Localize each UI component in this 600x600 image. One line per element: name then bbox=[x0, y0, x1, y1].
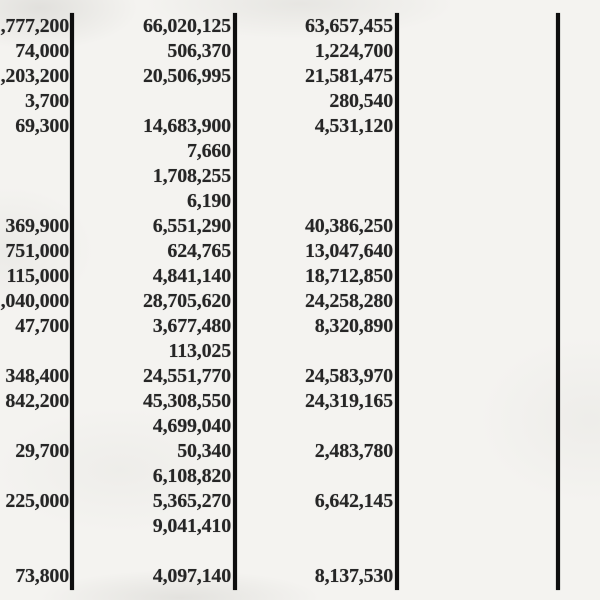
table-row bbox=[0, 189, 600, 214]
amount-cell: 29,700 bbox=[15, 440, 69, 462]
amount-cell: ,777,200 bbox=[0, 15, 69, 37]
amount-cell bbox=[0, 539, 69, 564]
amount-cell: 348,400 bbox=[5, 365, 69, 387]
amount-cell: 4,531,120 bbox=[314, 115, 393, 137]
amount-cell: 115,000 bbox=[6, 265, 69, 287]
amount-cell bbox=[258, 339, 393, 364]
amount-cell bbox=[258, 189, 393, 214]
amount-cell: 369,900 bbox=[5, 215, 69, 237]
table-row bbox=[0, 489, 600, 514]
amount-cell: 3,700 bbox=[24, 90, 69, 112]
amount-cell: 24,258,280 bbox=[304, 290, 393, 312]
amount-cell: 7,660 bbox=[186, 140, 231, 162]
table-row bbox=[0, 164, 600, 189]
amount-cell bbox=[0, 514, 69, 539]
amount-cell: 24,583,970 bbox=[304, 365, 393, 387]
amount-cell: 47,700 bbox=[15, 315, 69, 337]
amount-cell: 74,000 bbox=[15, 40, 69, 62]
amount-cell: 63,657,455 bbox=[304, 15, 393, 37]
amount-cell: 6,190 bbox=[186, 190, 231, 212]
table-row bbox=[0, 564, 600, 589]
table-row bbox=[0, 539, 600, 564]
amount-cell: 842,200 bbox=[5, 390, 69, 412]
amount-cell: 14,683,900 bbox=[142, 115, 231, 137]
amount-cell bbox=[258, 139, 393, 164]
table-row bbox=[0, 464, 600, 489]
table-row bbox=[0, 314, 600, 339]
amount-cell: 280,540 bbox=[329, 90, 393, 112]
amount-cell: 20,506,995 bbox=[142, 65, 231, 87]
amount-cell: 50,340 bbox=[177, 440, 231, 462]
table-row bbox=[0, 89, 600, 114]
table-row bbox=[0, 289, 600, 314]
table-row bbox=[0, 214, 600, 239]
amount-cell: 28,705,620 bbox=[142, 290, 231, 312]
amount-cell bbox=[0, 139, 69, 164]
amount-cell: 8,137,530 bbox=[314, 565, 393, 587]
table-row bbox=[0, 414, 600, 439]
amount-cell: 66,020,125 bbox=[142, 15, 231, 37]
table-row bbox=[0, 39, 600, 64]
table-row bbox=[0, 514, 600, 539]
amount-cell: 3,677,480 bbox=[152, 315, 231, 337]
amount-cell: 45,308,550 bbox=[142, 390, 231, 412]
amount-cell bbox=[258, 514, 393, 539]
table-row bbox=[0, 339, 600, 364]
table-row bbox=[0, 64, 600, 89]
table-row bbox=[0, 364, 600, 389]
amount-cell bbox=[100, 539, 231, 564]
amount-cell: 21,581,475 bbox=[304, 65, 393, 87]
amount-cell: 1,224,700 bbox=[314, 40, 393, 62]
amount-cell: 13,047,640 bbox=[304, 240, 393, 262]
amount-cell: 24,551,770 bbox=[142, 365, 231, 387]
amount-cell: 4,097,140 bbox=[152, 565, 231, 587]
amount-cell bbox=[0, 339, 69, 364]
amount-cell bbox=[258, 464, 393, 489]
amount-cell bbox=[258, 539, 393, 564]
amount-cell: 751,000 bbox=[5, 240, 69, 262]
amount-cell: ,040,000 bbox=[0, 290, 69, 312]
amount-cell bbox=[0, 464, 69, 489]
amount-cell bbox=[0, 189, 69, 214]
amount-cell: 6,642,145 bbox=[314, 490, 393, 512]
table-row bbox=[0, 389, 600, 414]
amount-cell: 18,712,850 bbox=[304, 265, 393, 287]
amount-cell: 6,108,820 bbox=[152, 465, 231, 487]
amount-cell: 113,025 bbox=[168, 340, 231, 362]
amount-cell: 1,708,255 bbox=[152, 165, 231, 187]
table-row bbox=[0, 139, 600, 164]
table-body bbox=[0, 14, 600, 589]
amount-cell bbox=[0, 414, 69, 439]
table-row bbox=[0, 114, 600, 139]
amount-cell: 6,551,290 bbox=[152, 215, 231, 237]
amount-cell bbox=[258, 414, 393, 439]
amount-cell: 506,370 bbox=[167, 40, 231, 62]
amount-cell: 2,483,780 bbox=[314, 440, 393, 462]
amount-cell: 8,320,890 bbox=[314, 315, 393, 337]
amount-cell: 40,386,250 bbox=[304, 215, 393, 237]
table-row bbox=[0, 439, 600, 464]
amount-cell: 624,765 bbox=[167, 240, 231, 262]
amount-cell bbox=[100, 89, 231, 114]
amount-cell: ,203,200 bbox=[0, 65, 69, 87]
table-row bbox=[0, 264, 600, 289]
amount-cell bbox=[0, 164, 69, 189]
amount-cell: 9,041,410 bbox=[152, 515, 231, 537]
amount-cell: 4,841,140 bbox=[152, 265, 231, 287]
amount-cell: 24,319,165 bbox=[304, 390, 393, 412]
table-row bbox=[0, 239, 600, 264]
amount-cell: 73,800 bbox=[15, 565, 69, 587]
amount-cell: 5,365,270 bbox=[152, 490, 231, 512]
table-row bbox=[0, 14, 600, 39]
amount-cell: 4,699,040 bbox=[152, 415, 231, 437]
amount-cell bbox=[258, 164, 393, 189]
amount-cell: 225,000 bbox=[5, 490, 69, 512]
amount-cell: 69,300 bbox=[15, 115, 69, 137]
